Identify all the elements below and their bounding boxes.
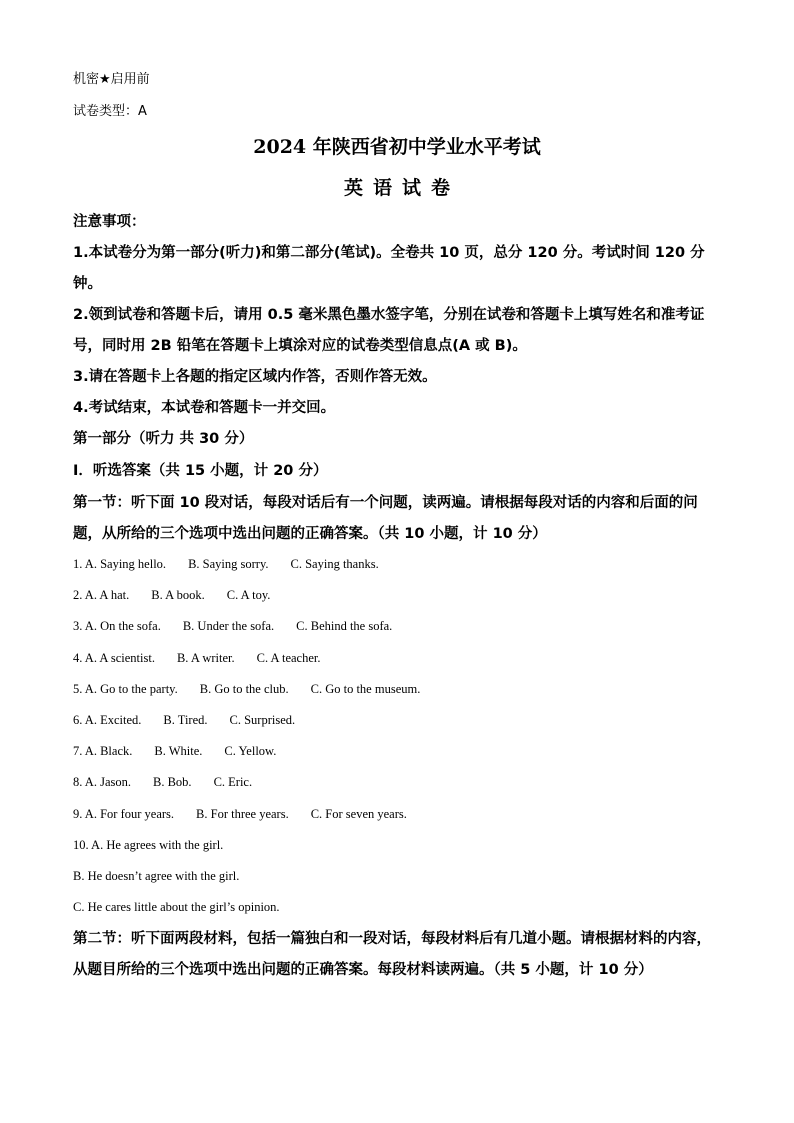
option-a: 4. A. A scientist. [73, 651, 155, 665]
question-1 [73, 557, 379, 572]
option-a: 2. A. A hat. [73, 588, 130, 602]
note-item-2: 2.领到试卷和答题卡后，请用 0.5 毫米黑色墨水签字笔，分别在试卷和答题卡上填写姓名和准考证号，同时用 2B 铅笔在答题卡上填涂对应的试卷类型信息点(A 或 B)。 [73, 307, 705, 354]
note-item-4: 4.考试结束，本试卷和答题卡一并交回。 [73, 400, 336, 416]
confidential-label: 机密★启用前 [73, 72, 150, 87]
option-b: B. White. [154, 744, 203, 758]
paper-type-label: 试卷类型：A [73, 104, 147, 119]
question-8 [73, 775, 252, 790]
subject-title: 英语试卷 [343, 177, 460, 199]
option-b: B. Bob. [153, 775, 192, 789]
option-c: C. Saying thanks. [290, 557, 379, 571]
option-a: 7. A. Black. [73, 744, 133, 758]
option-c: C. Go to the museum. [310, 682, 421, 696]
option-a: 5. A. Go to the party. [73, 682, 178, 696]
question-10-option-c: C. He cares little about the girl’s opinion. [73, 900, 280, 914]
question-9 [73, 807, 407, 822]
question-6 [73, 713, 295, 728]
option-c: C. Eric. [213, 775, 253, 789]
question-10-option-a: 10. A. He agrees with the girl. [73, 838, 224, 852]
question-2 [73, 588, 270, 603]
option-a: 8. A. Jason. [73, 775, 131, 789]
option-a: 9. A. For four years. [73, 807, 175, 821]
option-b: B. Tired. [163, 713, 208, 727]
option-c: C. For seven years. [310, 807, 407, 821]
option-a: 6. A. Excited. [73, 713, 142, 727]
option-b: B. For three years. [196, 807, 289, 821]
note-item-3: 3.请在答题卡上各题的指定区域内作答，否则作答无效。 [73, 369, 437, 385]
subsection1-instructions: 第一节：听下面 10 段对话，每段对话后有一个问题，读两遍。请根据每段对话的内容和后面的问题，从所给的三个选项中选出问题的正确答案。（共 10 小题，计 10 分） [73, 495, 698, 542]
option-b: B. Saying sorry. [188, 557, 269, 571]
option-b: B. Go to the club. [199, 682, 289, 696]
option-c: C. Behind the sofa. [296, 619, 393, 633]
subsection2-instructions: 第二节：听下面两段材料，包括一篇独白和一段对话，每段材料后有几道小题。请根据材料的内容，从题目所给的三个选项中选出问题的正确答案。每段材料读两遍。（共 5 小题，计 10 分） [73, 931, 711, 978]
option-a: 1. A. Saying hello. [73, 557, 167, 571]
option-b: B. A writer. [176, 651, 235, 665]
question-7 [73, 744, 276, 759]
option-b: B. Under the sofa. [182, 619, 275, 633]
part1-heading: 第一部分（听力 共 30 分） [73, 431, 254, 447]
question-3 [73, 619, 392, 634]
question-5 [73, 682, 420, 697]
option-c: C. Yellow. [224, 744, 277, 758]
section1-heading: Ⅰ．听选答案（共 15 小题，计 20 分） [73, 463, 328, 479]
option-b: B. A book. [151, 588, 205, 602]
exam-title: 2024 年陕西省初中学业水平考试 [253, 136, 541, 158]
option-c: C. A teacher. [256, 651, 321, 665]
note-item-1: 1.本试卷分为第一部分(听力)和第二部分(笔试)。全卷共 10 页，总分 120 分。考试时间 120 分钟。 [73, 245, 705, 292]
option-a: 3. A. On the sofa. [73, 619, 161, 633]
option-c: C. Surprised. [229, 713, 296, 727]
notes-heading: 注意事项： [73, 214, 146, 230]
question-10-option-b: B. He doesn’t agree with the girl. [73, 869, 240, 883]
option-c: C. A toy. [226, 588, 271, 602]
question-4 [73, 651, 320, 666]
